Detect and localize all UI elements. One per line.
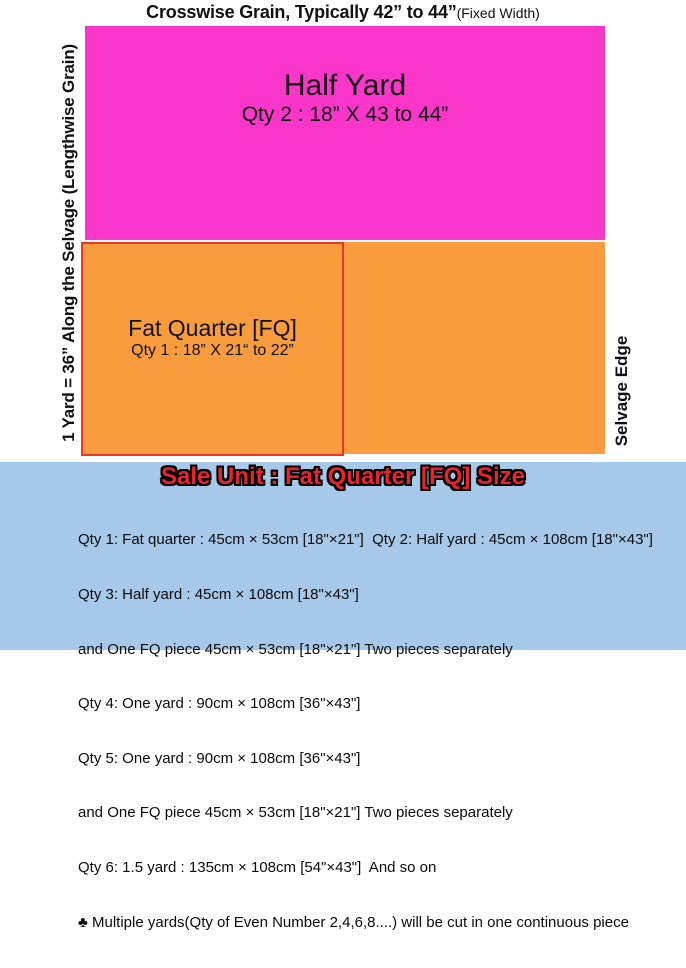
fat-quarter-label: Fat Quarter [FQ]	[128, 315, 297, 341]
sale-line-qty1-qty2: Qty 1: Fat quarter : 45cm × 53cm [18"×21"] Qty 2: Half yard : 45cm × 108cm [18"×43"]	[78, 531, 653, 549]
sale-unit-panel	[0, 462, 686, 931]
sale-line-continuous-note: ♣ Multiple yards(Qty of Even Number 2,4,6,8....) will be cut in one continuous piece	[78, 913, 629, 931]
remaining-fabric-rectangle	[344, 242, 605, 454]
half-yard-rectangle	[85, 26, 605, 240]
crosswise-grain-title	[0, 2, 686, 23]
sale-line-qty3-note: and One FQ piece 45cm × 53cm [18"×21"] Two pieces separately	[78, 640, 513, 658]
crosswise-grain-title-bold: Crosswise Grain, Typically 42” to 44”	[146, 2, 457, 22]
sale-line-qty3: Qty 3: Half yard : 45cm × 108cm [18"×43"]	[78, 586, 359, 604]
selvage-edge-label: Selvage Edge	[612, 335, 631, 447]
lengthwise-grain-label: 1 Yard = 36” Along the Selvage (Lengthwise Grain)	[59, 44, 78, 442]
fat-quarter-qty-label: Qty 1 : 18” X 21“ to 22”	[131, 342, 294, 359]
sale-line-qty5: Qty 5: One yard : 90cm × 108cm [36"×43"]	[78, 749, 361, 767]
half-yard-qty-label: Qty 2 : 18” X 43 to 44”	[241, 103, 449, 126]
fat-quarter-rectangle	[81, 242, 344, 456]
sale-unit-title: Sale Unit : Fat Quarter [FQ] Size	[160, 463, 526, 490]
sale-line-qty6: Qty 6: 1.5 yard : 135cm × 108cm [54"×43"] And so on	[78, 859, 437, 877]
sale-unit-lines	[78, 495, 678, 968]
sale-line-qty5-note: and One FQ piece 45cm × 53cm [18"×21"] Two pieces separately	[78, 804, 513, 822]
crosswise-grain-title-note: (Fixed Width)	[456, 5, 540, 21]
sale-line-qty4: Qty 4: One yard : 90cm × 108cm [36"×43"]	[78, 695, 361, 713]
half-yard-label: Half Yard	[283, 69, 407, 102]
